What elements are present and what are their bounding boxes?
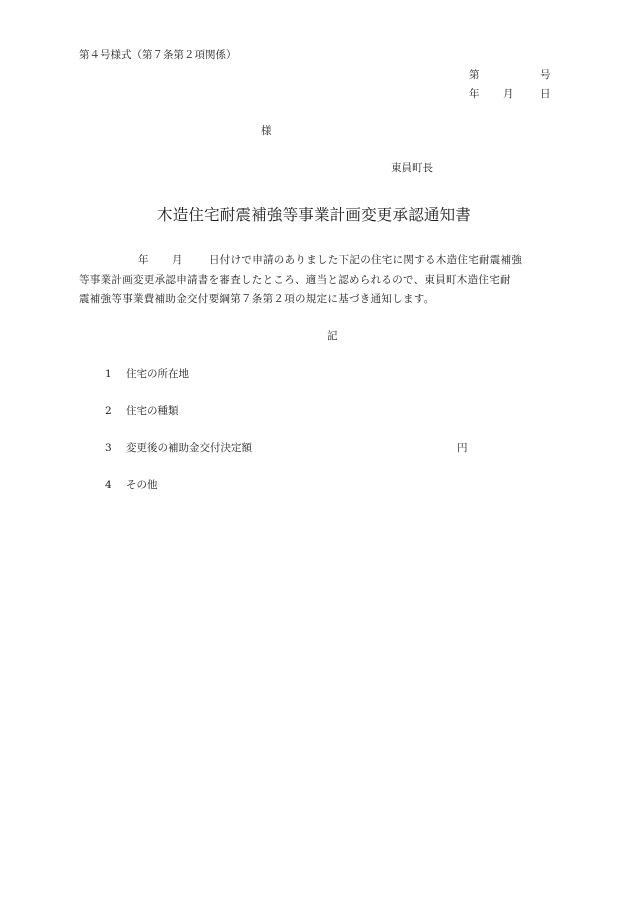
issuer-name: 東員町長: [391, 162, 433, 174]
item-number: 2: [105, 405, 112, 417]
body-line3: 震補強等事業費補助金交付要綱第７条第２項の規定に基づき通知します。: [79, 293, 435, 305]
body-line1: 日付けで申請のありました下記の住宅に関する木造住宅耐震補強: [209, 254, 523, 266]
item-number: 4: [105, 479, 112, 491]
addressee-suffix: 様: [261, 125, 272, 137]
date-year: 年: [469, 88, 480, 100]
item-label: 変更後の補助金交付決定額: [126, 442, 252, 454]
date-month: 月: [503, 88, 514, 100]
item-label: その他: [126, 479, 158, 491]
body-month: 月: [172, 254, 183, 266]
ki-heading: 記: [327, 330, 338, 342]
date-day: 日: [540, 88, 551, 100]
item-label: 住宅の種類: [126, 405, 179, 417]
number-suffix: 号: [540, 69, 551, 81]
form-label: 第４号様式（第７条第２項関係）: [79, 49, 237, 61]
body-year: 年: [138, 254, 149, 266]
body-paragraph: [79, 251, 551, 310]
item-label: 住宅の所在地: [126, 368, 189, 380]
item-number: 3: [105, 442, 112, 454]
body-line2: 等事業計画変更承認申請書を審査したところ、適当と認められるので、東員町木造住宅耐: [79, 273, 511, 286]
number-prefix: 第: [469, 69, 480, 81]
document-title: 木造住宅耐震補強等事業計画変更承認通知書: [157, 206, 472, 224]
item-number: 1: [105, 368, 112, 380]
item-unit-yen: 円: [457, 442, 468, 454]
